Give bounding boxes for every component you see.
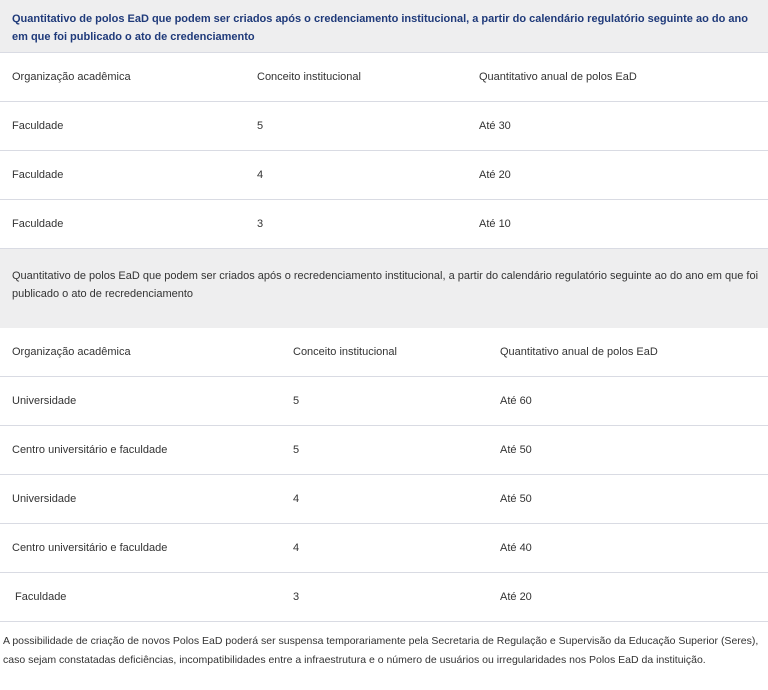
- table1-header-conceito: Conceito institucional: [257, 71, 361, 83]
- credenciamento-table: [0, 0, 768, 249]
- table-row: [0, 102, 768, 151]
- cell-conceito: 4: [293, 542, 300, 554]
- cell-quantitativo: Até 40: [500, 542, 532, 554]
- cell-conceito: 5: [293, 444, 300, 456]
- table1-caption-text: Quantitativo de polos EaD que podem ser criados após o credenciamento institucional, a partir do calendário regulatório seguinte ao do ano em que foi publicado o ato de credenciamento: [12, 13, 748, 43]
- table-row: [0, 377, 768, 426]
- cell-organizacao: Faculdade: [12, 120, 64, 132]
- cell-quantitativo: Até 30: [479, 120, 511, 132]
- recredenciamento-table: [0, 249, 768, 622]
- suspension-note: A possibilidade de criação de novos Polos EaD poderá ser suspensa temporariamente pela Secretaria de Regulação e Supervisão da Educação Superior (Seres), caso sejam constatadas deficiências, incompatibilidades entre a infraestrutura e o número de usuários ou irregularidades nos Polos EaD da instituição.: [3, 635, 759, 666]
- table2-header-row: [0, 328, 768, 377]
- table1-header-quantitativo: Quantitativo anual de polos EaD: [479, 71, 637, 83]
- cell-quantitativo: Até 20: [479, 169, 511, 181]
- cell-organizacao: Centro universitário e faculdade: [12, 542, 168, 554]
- cell-organizacao: Centro universitário e faculdade: [12, 444, 168, 456]
- table-row: [0, 200, 768, 249]
- table2-header-organizacao: Organização acadêmica: [12, 346, 131, 358]
- cell-conceito: 5: [257, 120, 264, 132]
- cell-conceito: 4: [257, 169, 264, 181]
- table-row: [0, 524, 768, 573]
- table-row: [0, 475, 768, 524]
- cell-organizacao: Faculdade: [12, 218, 64, 230]
- cell-conceito: 5: [293, 395, 300, 407]
- cell-quantitativo: Até 60: [500, 395, 532, 407]
- cell-conceito: 3: [257, 218, 264, 230]
- table1-caption: [0, 0, 768, 53]
- cell-organizacao: Universidade: [12, 493, 77, 505]
- table1-header-organizacao: Organização acadêmica: [12, 71, 131, 83]
- table1-header-row: [0, 53, 768, 102]
- cell-quantitativo: Até 10: [479, 218, 511, 230]
- table2-header-conceito: Conceito institucional: [293, 346, 397, 358]
- cell-quantitativo: Até 50: [500, 493, 532, 505]
- table-row: [0, 573, 768, 622]
- cell-organizacao: Faculdade: [12, 169, 64, 181]
- table2-caption-text: Quantitativo de polos EaD que podem ser criados após o recredenciamento institucional, a partir do calendário regulatório seguinte ao do ano em que foi publicado o ato de recredenciamento: [12, 270, 759, 300]
- cell-conceito: 4: [293, 493, 300, 505]
- cell-quantitativo: Até 20: [500, 591, 532, 603]
- cell-organizacao: Universidade: [12, 395, 77, 407]
- table2-header-quantitativo: Quantitativo anual de polos EaD: [500, 346, 658, 358]
- cell-organizacao: Faculdade: [12, 591, 67, 603]
- table2-caption: [0, 249, 768, 328]
- table-row: [0, 151, 768, 200]
- cell-conceito: 3: [293, 591, 300, 603]
- table-row: [0, 426, 768, 475]
- cell-quantitativo: Até 50: [500, 444, 532, 456]
